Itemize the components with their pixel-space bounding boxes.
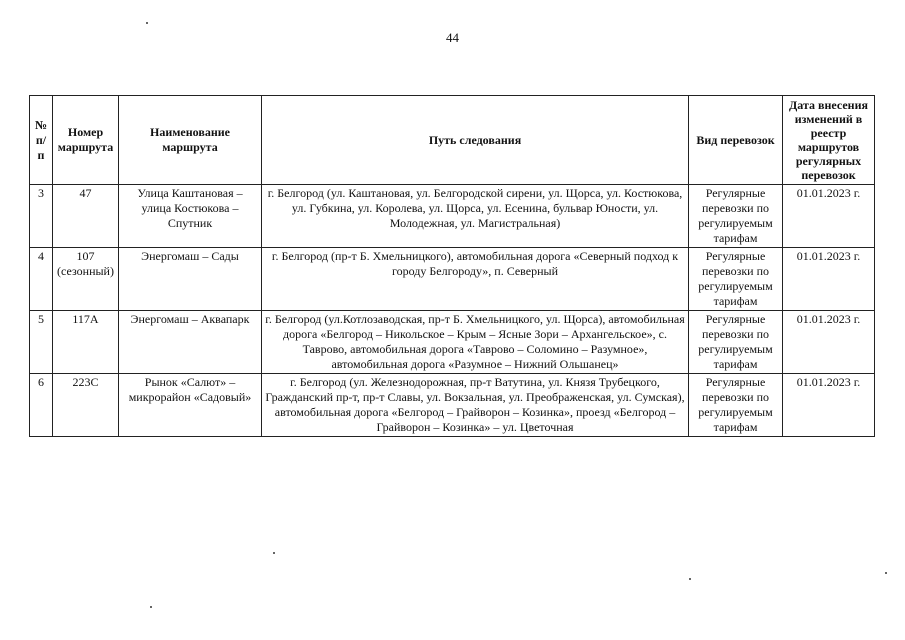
cell-route-name: Улица Каштановая – улица Костюкова – Спутник [119,185,262,248]
cell-transport-type: Регулярные перевозки по регулируемым тарифам [689,185,783,248]
page-number: 44 [446,30,459,45]
table-row [30,248,875,311]
header-route-number: Номер маршрута [53,96,119,185]
scan-speck [146,22,148,24]
cell-date: 01.01.2023 г. [783,185,875,248]
cell-date: 01.01.2023 г. [783,311,875,374]
cell-route-name: Рынок «Салют» – микрорайон «Садовый» [119,374,262,437]
cell-route-number: 47 [53,185,119,248]
cell-route-name: Энергомаш – Сады [119,248,262,311]
header-transport-type: Вид перевозок [689,96,783,185]
cell-transport-type: Регулярные перевозки по регулируемым тарифам [689,374,783,437]
routes-table [29,95,875,437]
cell-number: 4 [30,248,53,311]
cell-date: 01.01.2023 г. [783,248,875,311]
cell-path: г. Белгород (ул.Котлозаводская, пр-т Б. Хмельницкого, ул. Щорса), автомобильная дорога «Белгород – Никольское – Крым – Ясные Зори – Архангельское», с. Таврово, автомобильная дорога «Таврово – Соломино – Разумное», автомобильная дорога «Разумное – Нижний Ольшанец» [262,311,689,374]
cell-number: 3 [30,185,53,248]
cell-path: г. Белгород (ул. Каштановая, ул. Белгородской сирени, ул. Щорса, ул. Костюкова, ул. Губкина, ул. Королева, ул. Щорса, ул. Есенина, бульвар Юности, ул. Молодежная, ул. Магистральная) [262,185,689,248]
cell-number: 6 [30,374,53,437]
cell-transport-type: Регулярные перевозки по регулируемым тарифам [689,248,783,311]
table-row [30,185,875,248]
scan-speck [885,572,887,574]
header-number: № п/п [30,96,53,185]
cell-transport-type: Регулярные перевозки по регулируемым тарифам [689,311,783,374]
header-path: Путь следования [262,96,689,185]
header-route-name: Наименование маршрута [119,96,262,185]
table-row [30,311,875,374]
cell-route-name: Энергомаш – Аквапарк [119,311,262,374]
cell-route-number: 223С [53,374,119,437]
cell-route-number: 107 (сезонный) [53,248,119,311]
header-date: Дата внесения изменений в реестр маршрутов регулярных перевозок [783,96,875,185]
cell-date: 01.01.2023 г. [783,374,875,437]
cell-path: г. Белгород (пр-т Б. Хмельницкого), автомобильная дорога «Северный подход к городу Белгороду», п. Северный [262,248,689,311]
scan-speck [273,552,275,554]
cell-path: г. Белгород (ул. Железнодорожная, пр-т Ватутина, ул. Князя Трубецкого, Гражданский пр-т, пр-т Славы, ул. Вокзальная, ул. Преображенская, ул. Сумская), автомобильная дорога «Белгород – Грайворон – Козинка», проезд «Белгород – Грайворон – Козинка» – ул. Цветочная [262,374,689,437]
cell-number: 5 [30,311,53,374]
scan-speck [689,578,691,580]
table-row [30,374,875,437]
cell-route-number: 117А [53,311,119,374]
scan-speck [150,606,152,608]
table-header-row [30,96,875,185]
